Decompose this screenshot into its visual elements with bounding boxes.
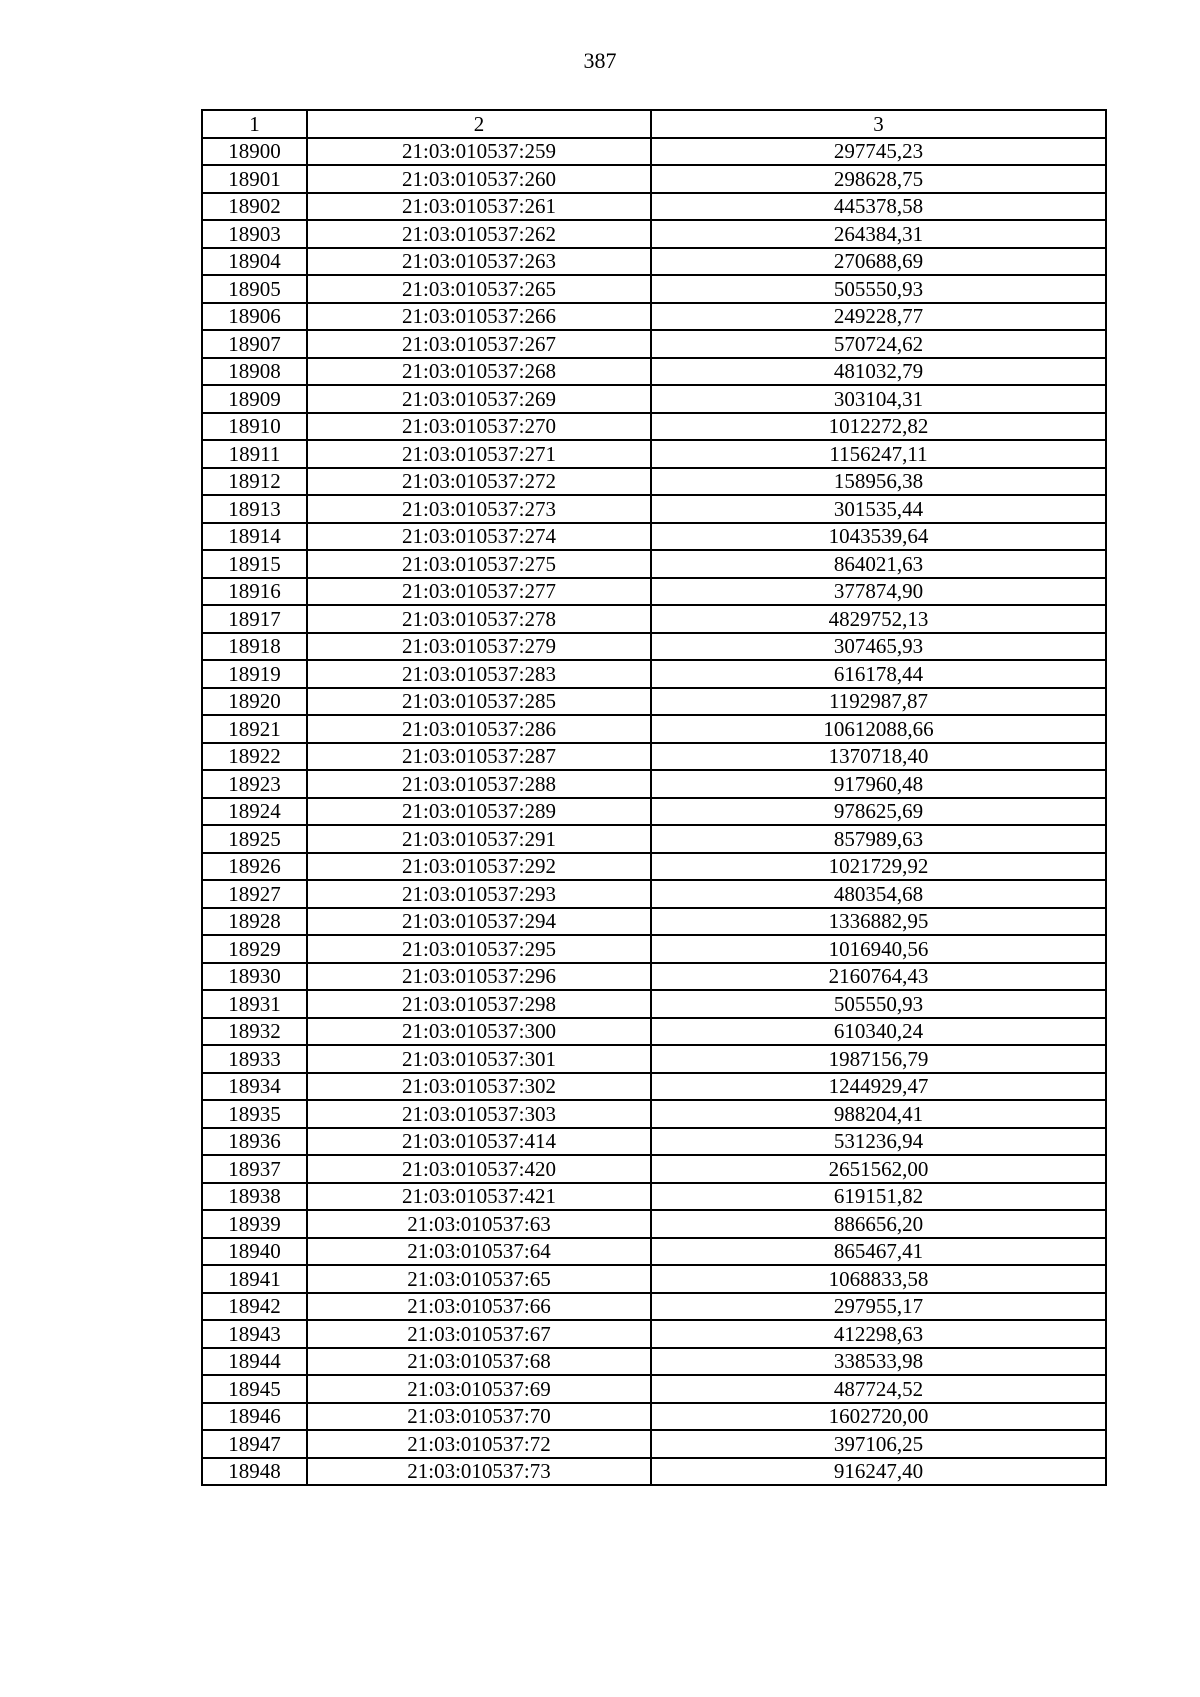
- cadastral-number-cell: 21:03:010537:267: [307, 330, 651, 358]
- value-cell: 303104,31: [651, 385, 1106, 413]
- value-cell: 249228,77: [651, 303, 1106, 331]
- value-cell: 377874,90: [651, 578, 1106, 606]
- cadastral-number-cell: 21:03:010537:268: [307, 358, 651, 386]
- value-cell: 505550,93: [651, 275, 1106, 303]
- row-number-cell: 18901: [202, 165, 307, 193]
- row-number-cell: 18928: [202, 908, 307, 936]
- row-number-cell: 18904: [202, 248, 307, 276]
- cadastral-number-cell: 21:03:010537:286: [307, 715, 651, 743]
- cadastral-number-cell: 21:03:010537:65: [307, 1265, 651, 1293]
- cadastral-number-cell: 21:03:010537:68: [307, 1348, 651, 1376]
- value-cell: 1370718,40: [651, 743, 1106, 771]
- value-cell: 619151,82: [651, 1183, 1106, 1211]
- value-cell: 445378,58: [651, 193, 1106, 221]
- row-number-cell: 18932: [202, 1018, 307, 1046]
- row-number-cell: 18910: [202, 413, 307, 441]
- value-cell: 338533,98: [651, 1348, 1106, 1376]
- value-cell: 10612088,66: [651, 715, 1106, 743]
- value-cell: 1043539,64: [651, 523, 1106, 551]
- row-number-cell: 18906: [202, 303, 307, 331]
- value-cell: 886656,20: [651, 1210, 1106, 1238]
- row-number-cell: 18922: [202, 743, 307, 771]
- table-row: [202, 688, 1106, 716]
- cadastral-number-cell: 21:03:010537:414: [307, 1128, 651, 1156]
- row-number-cell: 18929: [202, 935, 307, 963]
- cadastral-number-cell: 21:03:010537:73: [307, 1458, 651, 1486]
- cadastral-number-cell: 21:03:010537:263: [307, 248, 651, 276]
- row-number-cell: 18902: [202, 193, 307, 221]
- table-row: [202, 743, 1106, 771]
- table-row: [202, 1155, 1106, 1183]
- table-row: [202, 660, 1106, 688]
- row-number-cell: 18920: [202, 688, 307, 716]
- cadastral-number-cell: 21:03:010537:279: [307, 633, 651, 661]
- row-number-cell: 18926: [202, 853, 307, 881]
- row-number-cell: 18935: [202, 1100, 307, 1128]
- row-number-cell: 18937: [202, 1155, 307, 1183]
- cadastral-number-cell: 21:03:010537:301: [307, 1045, 651, 1073]
- value-cell: 307465,93: [651, 633, 1106, 661]
- cadastral-number-cell: 21:03:010537:283: [307, 660, 651, 688]
- row-number-cell: 18921: [202, 715, 307, 743]
- value-cell: 1012272,82: [651, 413, 1106, 441]
- row-number-cell: 18925: [202, 825, 307, 853]
- table-row: [202, 1238, 1106, 1266]
- cadastral-number-cell: 21:03:010537:272: [307, 468, 651, 496]
- value-cell: 916247,40: [651, 1458, 1106, 1486]
- cadastral-number-cell: 21:03:010537:287: [307, 743, 651, 771]
- value-cell: 1602720,00: [651, 1403, 1106, 1431]
- value-cell: 1021729,92: [651, 853, 1106, 881]
- value-cell: 1192987,87: [651, 688, 1106, 716]
- value-cell: 297745,23: [651, 138, 1106, 166]
- table-row: [202, 385, 1106, 413]
- row-number-cell: 18907: [202, 330, 307, 358]
- page-number: 387: [583, 48, 617, 73]
- table-row: [202, 825, 1106, 853]
- table-row: [202, 413, 1106, 441]
- table-row: [202, 990, 1106, 1018]
- value-cell: 412298,63: [651, 1320, 1106, 1348]
- value-cell: 917960,48: [651, 770, 1106, 798]
- value-cell: 505550,93: [651, 990, 1106, 1018]
- value-cell: 301535,44: [651, 495, 1106, 523]
- row-number-cell: 18944: [202, 1348, 307, 1376]
- table-row: [202, 1210, 1106, 1238]
- table-header: [202, 110, 1106, 138]
- table-row: [202, 550, 1106, 578]
- row-number-cell: 18911: [202, 440, 307, 468]
- value-cell: 2651562,00: [651, 1155, 1106, 1183]
- cadastral-number-cell: 21:03:010537:69: [307, 1375, 651, 1403]
- cadastral-number-cell: 21:03:010537:420: [307, 1155, 651, 1183]
- cadastral-number-cell: 21:03:010537:294: [307, 908, 651, 936]
- row-number-cell: 18948: [202, 1458, 307, 1486]
- row-number-cell: 18913: [202, 495, 307, 523]
- value-cell: 270688,69: [651, 248, 1106, 276]
- cadastral-number-cell: 21:03:010537:288: [307, 770, 651, 798]
- table-row: [202, 578, 1106, 606]
- row-number-cell: 18933: [202, 1045, 307, 1073]
- cadastral-number-cell: 21:03:010537:302: [307, 1073, 651, 1101]
- row-number-cell: 18909: [202, 385, 307, 413]
- row-number-cell: 18912: [202, 468, 307, 496]
- cadastral-number-cell: 21:03:010537:66: [307, 1293, 651, 1321]
- value-cell: 531236,94: [651, 1128, 1106, 1156]
- row-number-cell: 18947: [202, 1430, 307, 1458]
- value-cell: 4829752,13: [651, 605, 1106, 633]
- value-cell: 1336882,95: [651, 908, 1106, 936]
- row-number-cell: 18903: [202, 220, 307, 248]
- table-row: [202, 1375, 1106, 1403]
- table-row: [202, 935, 1106, 963]
- table-row: [202, 963, 1106, 991]
- cadastral-number-cell: 21:03:010537:273: [307, 495, 651, 523]
- cadastral-number-cell: 21:03:010537:289: [307, 798, 651, 826]
- cadastral-number-cell: 21:03:010537:295: [307, 935, 651, 963]
- cadastral-number-cell: 21:03:010537:70: [307, 1403, 651, 1431]
- cadastral-number-cell: 21:03:010537:292: [307, 853, 651, 881]
- cadastral-number-cell: 21:03:010537:259: [307, 138, 651, 166]
- table-row: [202, 1018, 1106, 1046]
- value-cell: 865467,41: [651, 1238, 1106, 1266]
- data-table: [201, 109, 1107, 1486]
- cadastral-number-cell: 21:03:010537:298: [307, 990, 651, 1018]
- table-row: [202, 468, 1106, 496]
- row-number-cell: 18918: [202, 633, 307, 661]
- cadastral-number-cell: 21:03:010537:63: [307, 1210, 651, 1238]
- header-row: [202, 110, 1106, 138]
- row-number-cell: 18923: [202, 770, 307, 798]
- row-number-cell: 18916: [202, 578, 307, 606]
- row-number-cell: 18938: [202, 1183, 307, 1211]
- cadastral-number-cell: 21:03:010537:300: [307, 1018, 651, 1046]
- table-row: [202, 908, 1106, 936]
- table-row: [202, 165, 1106, 193]
- table-row: [202, 440, 1106, 468]
- table-row: [202, 330, 1106, 358]
- row-number-cell: 18900: [202, 138, 307, 166]
- row-number-cell: 18930: [202, 963, 307, 991]
- row-number-cell: 18942: [202, 1293, 307, 1321]
- row-number-cell: 18940: [202, 1238, 307, 1266]
- cadastral-number-cell: 21:03:010537:421: [307, 1183, 651, 1211]
- cadastral-number-cell: 21:03:010537:269: [307, 385, 651, 413]
- value-cell: 2160764,43: [651, 963, 1106, 991]
- cadastral-number-cell: 21:03:010537:260: [307, 165, 651, 193]
- cadastral-number-cell: 21:03:010537:296: [307, 963, 651, 991]
- value-cell: 298628,75: [651, 165, 1106, 193]
- value-cell: 480354,68: [651, 880, 1106, 908]
- table-row: [202, 1045, 1106, 1073]
- row-number-cell: 18915: [202, 550, 307, 578]
- cadastral-number-cell: 21:03:010537:67: [307, 1320, 651, 1348]
- table-row: [202, 1100, 1106, 1128]
- value-cell: 616178,44: [651, 660, 1106, 688]
- table-row: [202, 193, 1106, 221]
- column-header-1: 1: [202, 110, 307, 138]
- table-row: [202, 1320, 1106, 1348]
- table-row: [202, 633, 1106, 661]
- table-row: [202, 495, 1106, 523]
- cadastral-number-cell: 21:03:010537:291: [307, 825, 651, 853]
- cadastral-number-cell: 21:03:010537:262: [307, 220, 651, 248]
- row-number-cell: 18914: [202, 523, 307, 551]
- value-cell: 978625,69: [651, 798, 1106, 826]
- table-body: [202, 138, 1106, 1486]
- table-row: [202, 1128, 1106, 1156]
- row-number-cell: 18936: [202, 1128, 307, 1156]
- table-row: [202, 1348, 1106, 1376]
- row-number-cell: 18927: [202, 880, 307, 908]
- cadastral-number-cell: 21:03:010537:275: [307, 550, 651, 578]
- value-cell: 857989,63: [651, 825, 1106, 853]
- table-row: [202, 220, 1106, 248]
- table-row: [202, 1183, 1106, 1211]
- cadastral-number-cell: 21:03:010537:277: [307, 578, 651, 606]
- row-number-cell: 18946: [202, 1403, 307, 1431]
- table-row: [202, 248, 1106, 276]
- value-cell: 297955,17: [651, 1293, 1106, 1321]
- cadastral-number-cell: 21:03:010537:266: [307, 303, 651, 331]
- cadastral-number-cell: 21:03:010537:303: [307, 1100, 651, 1128]
- value-cell: 988204,41: [651, 1100, 1106, 1128]
- cadastral-number-cell: 21:03:010537:64: [307, 1238, 651, 1266]
- value-cell: 1156247,11: [651, 440, 1106, 468]
- column-header-3: 3: [651, 110, 1106, 138]
- table-row: [202, 523, 1106, 551]
- row-number-cell: 18941: [202, 1265, 307, 1293]
- value-cell: 158956,38: [651, 468, 1106, 496]
- table-row: [202, 798, 1106, 826]
- row-number-cell: 18934: [202, 1073, 307, 1101]
- row-number-cell: 18908: [202, 358, 307, 386]
- table-row: [202, 770, 1106, 798]
- column-header-2: 2: [307, 110, 651, 138]
- row-number-cell: 18943: [202, 1320, 307, 1348]
- row-number-cell: 18917: [202, 605, 307, 633]
- value-cell: 264384,31: [651, 220, 1106, 248]
- table-row: [202, 275, 1106, 303]
- value-cell: 570724,62: [651, 330, 1106, 358]
- row-number-cell: 18945: [202, 1375, 307, 1403]
- cadastral-number-cell: 21:03:010537:261: [307, 193, 651, 221]
- value-cell: 1016940,56: [651, 935, 1106, 963]
- table-row: [202, 715, 1106, 743]
- row-number-cell: 18939: [202, 1210, 307, 1238]
- cadastral-number-cell: 21:03:010537:265: [307, 275, 651, 303]
- table-row: [202, 880, 1106, 908]
- row-number-cell: 18931: [202, 990, 307, 1018]
- table-row: [202, 1265, 1106, 1293]
- table-row: [202, 1403, 1106, 1431]
- cadastral-number-cell: 21:03:010537:72: [307, 1430, 651, 1458]
- value-cell: 397106,25: [651, 1430, 1106, 1458]
- table-row: [202, 358, 1106, 386]
- value-cell: 1068833,58: [651, 1265, 1106, 1293]
- cadastral-number-cell: 21:03:010537:285: [307, 688, 651, 716]
- value-cell: 864021,63: [651, 550, 1106, 578]
- value-cell: 481032,79: [651, 358, 1106, 386]
- value-cell: 487724,52: [651, 1375, 1106, 1403]
- table-row: [202, 1073, 1106, 1101]
- table-row: [202, 303, 1106, 331]
- cadastral-number-cell: 21:03:010537:274: [307, 523, 651, 551]
- cadastral-number-cell: 21:03:010537:278: [307, 605, 651, 633]
- cadastral-number-cell: 21:03:010537:270: [307, 413, 651, 441]
- row-number-cell: 18924: [202, 798, 307, 826]
- table-row: [202, 1430, 1106, 1458]
- row-number-cell: 18905: [202, 275, 307, 303]
- row-number-cell: 18919: [202, 660, 307, 688]
- table-row: [202, 138, 1106, 166]
- value-cell: 610340,24: [651, 1018, 1106, 1046]
- cadastral-number-cell: 21:03:010537:271: [307, 440, 651, 468]
- table-row: [202, 853, 1106, 881]
- table-row: [202, 1458, 1106, 1486]
- cadastral-number-cell: 21:03:010537:293: [307, 880, 651, 908]
- table-row: [202, 1293, 1106, 1321]
- value-cell: 1244929,47: [651, 1073, 1106, 1101]
- value-cell: 1987156,79: [651, 1045, 1106, 1073]
- table-row: [202, 605, 1106, 633]
